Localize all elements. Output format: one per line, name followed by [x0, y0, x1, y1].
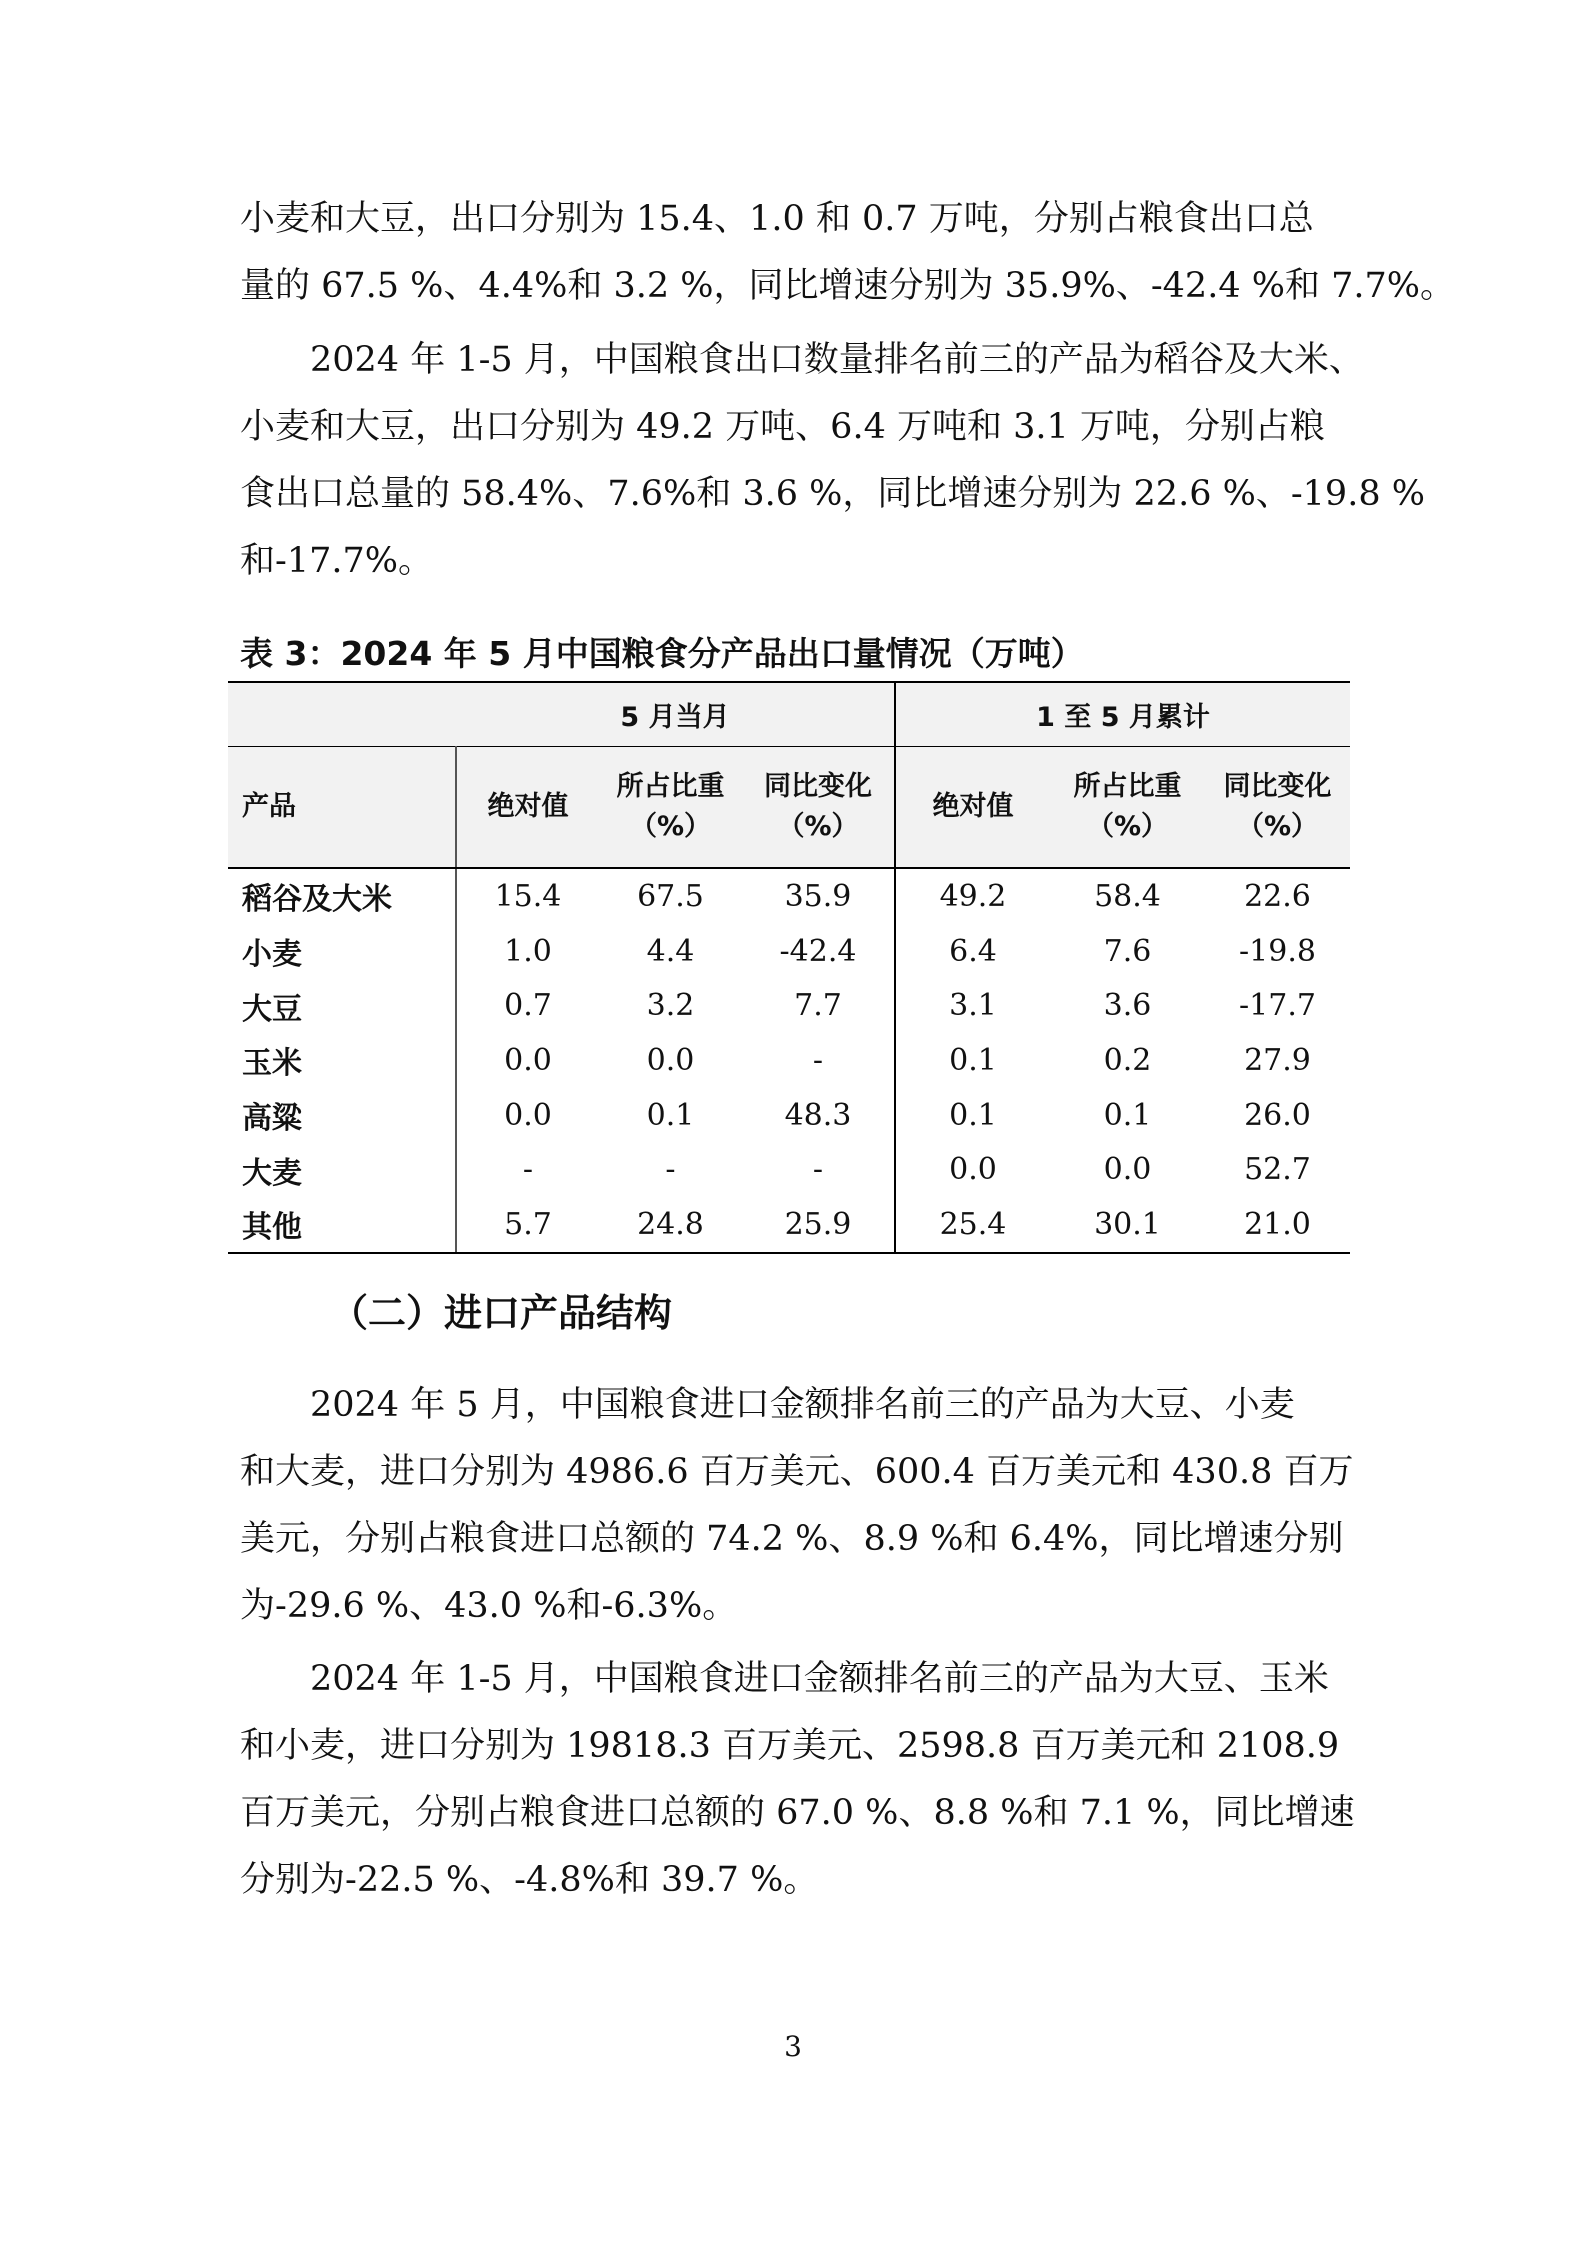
table-row: [228, 1088, 1350, 1143]
cell: 0.0: [456, 1033, 599, 1088]
header-line: 所占比重: [1073, 771, 1182, 802]
header-line: 同比变化: [764, 771, 872, 802]
table-row: [228, 1142, 1350, 1197]
cell: -: [812, 1042, 824, 1078]
header-line: 绝对值: [487, 791, 569, 822]
cell: 3.2: [646, 988, 695, 1024]
cell: 0.0: [1103, 1152, 1152, 1188]
cell: 15.4: [456, 868, 599, 924]
cell: 0.1: [646, 1097, 695, 1133]
cell: 35.9: [784, 878, 852, 914]
cell: -: [665, 1152, 676, 1188]
cell: 0.1: [895, 1033, 1050, 1088]
cell: 67.5: [637, 878, 704, 914]
cell: 0.1: [1103, 1097, 1152, 1133]
text-line: 小麦和大豆，出口分别为 49.2 万吨、6.4 万吨和 3.1 万吨，分别占粮: [240, 407, 1325, 447]
text-line: 和-17.7%。: [240, 541, 434, 581]
paragraph-import-jan-may: [240, 1646, 1360, 1914]
product-name: 稻谷及大米: [242, 882, 392, 918]
cell: 26.0: [1244, 1097, 1311, 1133]
table-row: [228, 978, 1350, 1033]
text-line: 为-29.6 %、43.0 %和-6.3%。: [240, 1586, 738, 1626]
cell: 21.0: [1205, 1197, 1350, 1253]
table-sub-header-row: [228, 747, 1350, 869]
section-heading: （二）进口产品结构: [330, 1291, 673, 1335]
product-name: 大麦: [242, 1155, 302, 1191]
cell: -42.4: [779, 933, 857, 969]
cell: 30.1: [1050, 1197, 1205, 1253]
table-row: [228, 868, 1350, 924]
cell: 0.1: [895, 1088, 1050, 1143]
header-product: 产品: [228, 747, 456, 869]
header-yoy: [1205, 747, 1350, 869]
text-line: 和小麦，进口分别为 19818.3 百万美元、2598.8 百万美元和 2108.9: [240, 1726, 1340, 1766]
text-line: 食出口总量的 58.4%、7.6%和 3.6 %，同比增速分别为 22.6 %、-19.8 %: [240, 474, 1425, 514]
header-blank-cell: [228, 682, 456, 747]
table-row: [228, 1197, 1350, 1253]
paragraph-export-may: [240, 186, 1456, 320]
product-name: 其他: [228, 1197, 456, 1253]
header-may: 5 月当月: [456, 682, 895, 747]
cell: 0.0: [895, 1142, 1050, 1197]
header-yoy: [742, 747, 895, 869]
text-line: 百万美元，分别占粮食进口总额的 67.0 %、8.8 %和 7.1 %，同比增速: [240, 1793, 1355, 1833]
header-unit: （%）: [629, 811, 712, 842]
table-row: [228, 924, 1350, 979]
cell: 25.9: [742, 1197, 895, 1253]
product-name: 玉米: [242, 1046, 302, 1082]
cell: -: [812, 1152, 824, 1188]
cell: 5.7: [456, 1197, 599, 1253]
paragraph-import-may: [240, 1372, 1360, 1640]
header-line: 绝对值: [932, 791, 1014, 822]
cell: 0.0: [456, 1088, 599, 1143]
header-unit: （%）: [1236, 811, 1319, 842]
cell: 7.6: [1103, 933, 1152, 969]
cell: 6.4: [895, 924, 1050, 979]
text-line: 2024 年 5 月，中国粮食进口金额排名前三的产品为大豆、小麦: [240, 1385, 1295, 1425]
table-row: [228, 1033, 1350, 1088]
export-table: [228, 681, 1350, 1254]
header-absolute: [456, 747, 599, 869]
text-line: 量的 67.5 %、4.4%和 3.2 %，同比增速分别为 35.9%、-42.4 %和 7.7%。: [240, 266, 1456, 306]
product-name: 大豆: [242, 991, 302, 1027]
header-line: 同比变化: [1223, 771, 1332, 802]
table-caption: 表 3：2024 年 5 月中国粮食分产品出口量情况（万吨）: [240, 634, 1084, 673]
page-number: 3: [784, 2030, 802, 2063]
text-line: 2024 年 1-5 月，中国粮食出口数量排名前三的产品为稻谷及大米、: [240, 340, 1364, 380]
cell: 27.9: [1244, 1042, 1311, 1078]
cell: 0.7: [456, 978, 599, 1033]
header-absolute: [895, 747, 1050, 869]
text-line: 2024 年 1-5 月，中国粮食进口金额排名前三的产品为大豆、玉米: [240, 1659, 1329, 1699]
header-line: 所占比重: [616, 771, 725, 802]
cell: 24.8: [599, 1197, 742, 1253]
product-name: 高粱: [242, 1101, 302, 1137]
cell: 0.2: [1103, 1042, 1152, 1078]
cell: 48.3: [784, 1097, 852, 1133]
cell: 1.0: [456, 924, 599, 979]
cell: -: [456, 1142, 599, 1197]
cell: 3.6: [1103, 988, 1152, 1024]
paragraph-export-jan-may: [240, 327, 1425, 595]
cell: 58.4: [1094, 878, 1161, 914]
text-line: 分别为-22.5 %、-4.8%和 39.7 %。: [240, 1860, 819, 1900]
text-line: 小麦和大豆，出口分别为 15.4、1.0 和 0.7 万吨，分别占粮食出口总: [240, 199, 1314, 239]
header-unit: （%）: [777, 811, 859, 842]
cell: 52.7: [1244, 1152, 1311, 1188]
cell: 25.4: [895, 1197, 1050, 1253]
cell: 0.0: [646, 1042, 695, 1078]
cell: -17.7: [1239, 988, 1316, 1024]
header-jan-may: 1 至 5 月累计: [895, 682, 1350, 747]
header-unit: （%）: [1086, 811, 1169, 842]
cell: 49.2: [895, 868, 1050, 924]
cell: 3.1: [895, 978, 1050, 1033]
header-share: [1050, 747, 1205, 869]
cell: -19.8: [1239, 933, 1316, 969]
cell: 22.6: [1244, 878, 1311, 914]
product-name: 小麦: [242, 937, 302, 973]
header-share: [599, 747, 742, 869]
text-line: 美元，分别占粮食进口总额的 74.2 %、8.9 %和 6.4%，同比增速分别: [240, 1519, 1344, 1559]
cell: 7.7: [794, 988, 842, 1024]
text-line: 和大麦，进口分别为 4986.6 百万美元、600.4 百万美元和 430.8 百万: [240, 1452, 1354, 1492]
table-group-header-row: [228, 682, 1350, 747]
cell: 4.4: [646, 933, 695, 969]
